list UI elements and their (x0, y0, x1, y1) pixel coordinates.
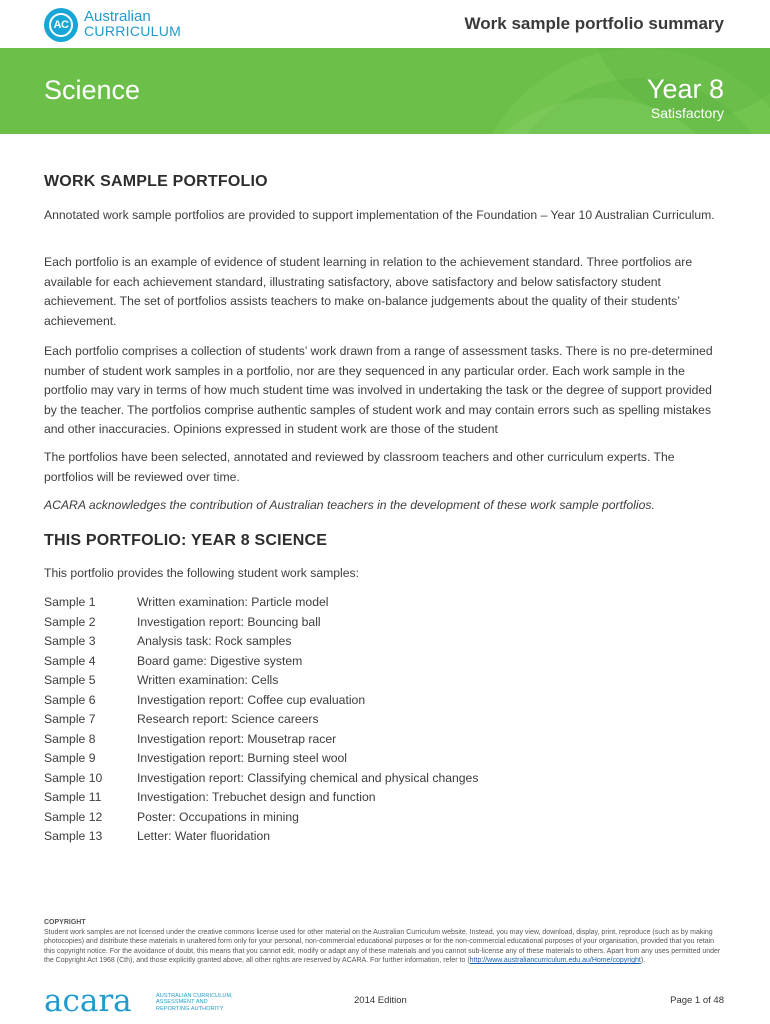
list-item (44, 749, 726, 769)
document-title: Work sample portfolio summary (464, 14, 724, 33)
acara-logo (44, 983, 233, 1019)
sample-id: Sample 2 (44, 614, 96, 629)
sample-id: Sample 5 (44, 673, 96, 687)
acara-wordmark: acara (44, 983, 132, 1019)
list-item (44, 652, 726, 672)
logo-line-1: Australian (84, 8, 151, 25)
section-heading-work-sample-portfolio: WORK SAMPLE PORTFOLIO (44, 173, 268, 190)
subject-title: Science (44, 75, 141, 105)
sample-id: Sample 8 (44, 731, 96, 746)
list-item (44, 730, 726, 750)
ac-badge-icon (44, 8, 78, 42)
acara-line-3: REPORTING AUTHORITY (156, 1005, 224, 1012)
sample-id: Sample 4 (44, 653, 96, 668)
list-item (44, 613, 726, 633)
acara-line-1: AUSTRALIAN CURRICULUM, (156, 993, 233, 999)
sample-id: Sample 6 (44, 692, 96, 707)
paragraph-intro: Annotated work sample portfolios are provided to support implementation of the Foundation – Year 10 Australian Curriculum. (44, 208, 715, 222)
paragraph-review: The portfolios have been selected, annotated and reviewed by classroom teachers and other curriculum experts. The portfolios will be reviewed over time. (44, 450, 675, 484)
sample-description: Written examination: Particle model (137, 595, 329, 609)
achievement-level: Satisfactory (650, 105, 724, 121)
sample-description: Investigation: Trebuchet design and function (137, 790, 376, 804)
list-item (44, 788, 726, 808)
logo-line-2: CURRICULUM (84, 23, 182, 39)
list-item (44, 593, 726, 613)
sample-description: Investigation report: Mousetrap racer (137, 731, 337, 746)
list-item (44, 808, 726, 828)
acara-line-2: ASSESSMENT AND (156, 999, 208, 1006)
sample-description: Board game: Digestive system (137, 653, 303, 668)
ac-badge-text: AC (53, 19, 69, 31)
sample-id: Sample 10 (44, 770, 103, 785)
sample-id: Sample 3 (44, 634, 96, 648)
edition-label: 2014 Edition (354, 995, 407, 1006)
subject-banner (0, 48, 770, 134)
page-footer (0, 982, 770, 1024)
sample-description: Analysis task: Rock samples (137, 634, 292, 648)
sample-id: Sample 13 (44, 829, 103, 843)
year-level: Year 8 (646, 74, 724, 104)
sample-id: Sample 9 (44, 751, 96, 765)
sample-id: Sample 7 (44, 712, 96, 726)
paragraph-collection: Each portfolio comprises a collection of students’ work drawn from a range of assessment tasks. There is no pre-determined number of student work samples in a portfolio, nor are they sequenced in any particular order. Each work sample in the portfolio may vary in terms of how much student time was involved in undertaking the task or the degree of support provided by the teacher. The portfolios comprise authentic samples of student work and may contain errors such as spelling mistakes and other inaccuracies. Opinions expressed in student work are those of the student (44, 344, 713, 436)
samples-list (44, 593, 726, 847)
sample-description: Written examination: Cells (137, 673, 279, 687)
list-item (44, 769, 726, 789)
sample-description: Investigation report: Classifying chemical and physical changes (137, 770, 479, 785)
australian-curriculum-logo (44, 8, 194, 42)
sample-description: Investigation report: Coffee cup evaluation (137, 692, 366, 707)
section-heading-this-portfolio: THIS PORTFOLIO: YEAR 8 SCIENCE (44, 532, 328, 549)
sample-id: Sample 11 (44, 790, 102, 804)
samples-intro: This portfolio provides the following student work samples: (44, 566, 359, 580)
copyright-text: Student work samples are not licensed under the creative commons license used for other material on the Australian Curriculum website. Instead, you may view, download, display, print, reproduce (such as by making photocopies) and distribute these materials in unaltered form only for your personal, non-commercial educational purposes or for the non-commercial educational purposes of your organisation, provided that you retain this copyright notice. For the avoidance of doubt, this means that you cannot edit, modify or adapt any of these materials and you cannot sub-license any of these materials to others. Apart from any uses permitted under the Copyright Act 1968 (Cth), and those explicitly granted above, all other rights are reserved by ACARA. For further information, refer to ( (44, 928, 721, 965)
sample-id: Sample 12 (44, 809, 103, 824)
copyright-notice (44, 918, 726, 966)
acara-authority-name (156, 993, 276, 1012)
list-item (44, 827, 726, 847)
copyright-text-end: ). (640, 957, 646, 965)
list-item (44, 671, 726, 691)
list-item (44, 710, 726, 730)
sample-description: Investigation report: Bouncing ball (137, 614, 321, 629)
page-number: Page 1 of 48 (670, 995, 724, 1006)
sample-id: Sample 1 (44, 595, 96, 609)
list-item (44, 691, 726, 711)
sample-description: Investigation report: Burning steel wool (137, 751, 348, 765)
sample-description: Letter: Water fluoridation (137, 829, 270, 843)
copyright-title: COPYRIGHT (44, 919, 86, 926)
acknowledgement-text: ACARA acknowledges the contribution of Australian teachers in the development of these work sample portfolios. (44, 498, 655, 512)
page-header (0, 0, 770, 48)
list-item (44, 632, 726, 652)
copyright-link[interactable]: http://www.australiancurriculum.edu.au/Home/copyright (469, 957, 641, 965)
sample-description: Research report: Science careers (137, 712, 319, 726)
sample-description: Poster: Occupations in mining (137, 809, 299, 824)
paragraph-evidence: Each portfolio is an example of evidence of student learning in relation to the achievement standard. Three portfolios are available for each achievement standard, illustrating satisfactory, above satisfactory and below satisfactory student achievement. The set of portfolios assists teachers to make on-balance judgements about the quality of their students’ achievement. (44, 255, 693, 328)
